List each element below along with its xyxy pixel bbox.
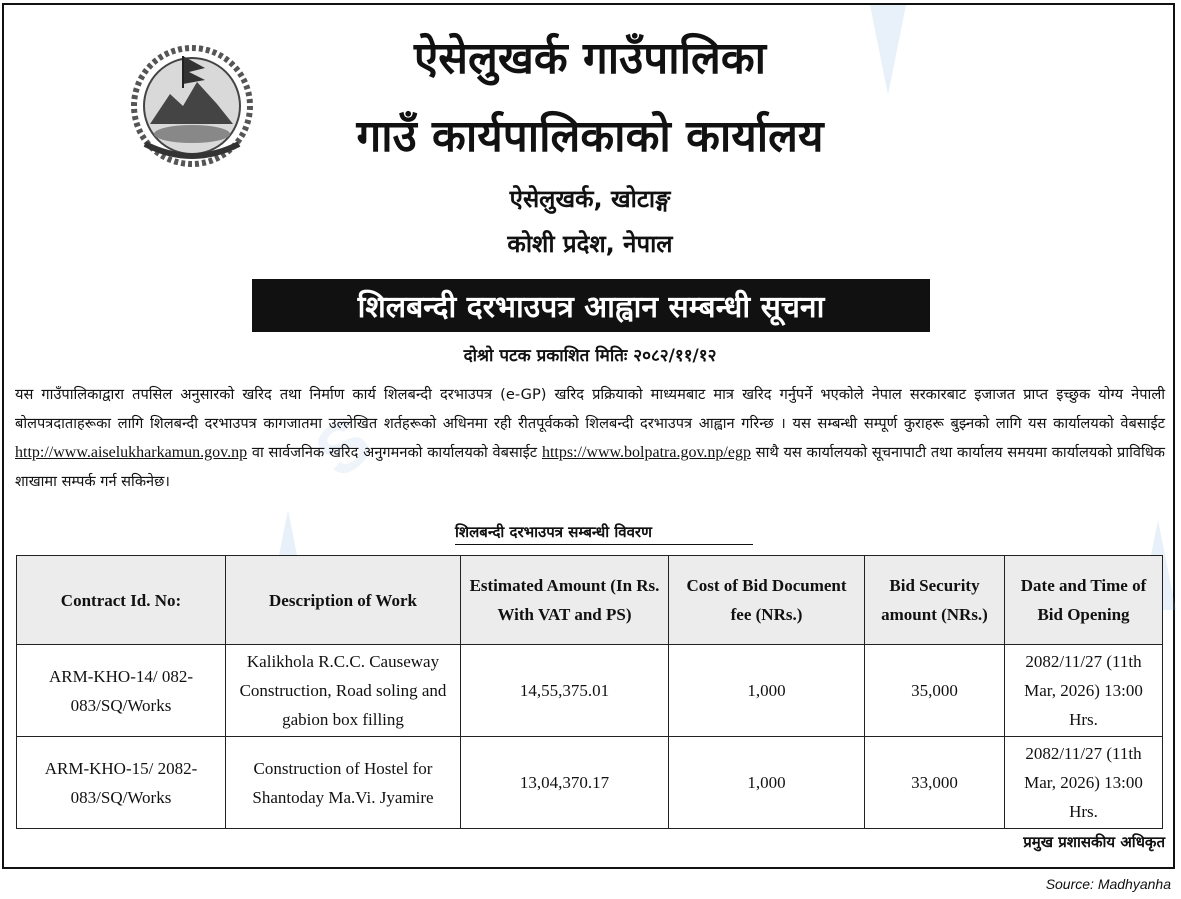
address-line: ऐसेलुखर्क, खोटाङ्ग <box>509 185 671 213</box>
body-part-2: वा सार्वजनिक खरिद अनुगमनको कार्यालयको वेबसाईट <box>251 444 538 461</box>
cell-description: Construction of Hostel for Shantoday Ma.Vi. Jyamire <box>226 737 461 829</box>
municipality-name: ऐसेलुखर्क गाउँपालिका <box>413 33 767 84</box>
body-part-3: साथै यस कार्यालयको सूचनापाटी तथा कार्यालय समयमा कार्यालयको प्राविधिक शाखामा सम्पर्क गर्न सकिनेछ। <box>15 444 1166 490</box>
office-name: गाउँ कार्यपालिकाको कार्यालय <box>356 111 824 162</box>
header-estimated-amount: Estimated Amount (In Rs. With VAT and PS) <box>461 556 669 645</box>
table-header-row <box>17 556 1163 645</box>
notice-title-banner <box>252 279 930 332</box>
cell-estimated-amount: 14,55,375.01 <box>461 645 669 737</box>
notice-body <box>15 380 1165 496</box>
header-description: Description of Work <box>226 556 461 645</box>
publish-date: दोश्रो पटक प्रकाशित मितिः २०८२/११/१२ <box>463 346 717 366</box>
signature: प्रमुख प्रशासकीय अधिकृत <box>1023 833 1165 851</box>
table-row <box>17 645 1163 737</box>
cell-description: Kalikhola R.C.C. Causeway Construction, Road soling and gabion box filling <box>226 645 461 737</box>
header-bid-document-fee: Cost of Bid Document fee (NRs.) <box>669 556 865 645</box>
cell-estimated-amount: 13,04,370.17 <box>461 737 669 829</box>
cell-bid-opening: 2082/11/27 (11th Mar, 2026) 13:00 Hrs. <box>1005 645 1163 737</box>
source-credit: Source: Madhyanha <box>1045 876 1171 892</box>
cell-bid-document-fee: 1,000 <box>669 737 865 829</box>
bolpatra-website-link[interactable]: https://www.bolpatra.gov.np/egp <box>541 444 751 461</box>
cell-contract-id: ARM-KHO-15/ 2082-083/SQ/Works <box>17 737 226 829</box>
bid-table <box>16 555 1163 829</box>
header-contract-id: Contract Id. No: <box>17 556 226 645</box>
header-bid-security: Bid Security amount (NRs.) <box>865 556 1005 645</box>
cell-contract-id: ARM-KHO-14/ 082-083/SQ/Works <box>17 645 226 737</box>
body-part-1: यस गाउँपालिकाद्वारा तपसिल अनुसारको खरिद तथा निर्माण कार्य शिलबन्दी दरभाउपत्र (e-GP) खरिद प्रक्रियाको माध्यमबाट मात्र खरिद गर्नुपर्ने भएकोले नेपाल सरकारबाट इजाजत प्राप्त इच्छुक योग्य नेपाली बोलपत्रदाताहरूका लागि शिलबन्दी दरभाउपत्र कागजातमा उल्लेखित शर्तहरूको अधिनमा रही रीतपूर्वकको शिलबन्दी दरभाउपत्र आह्वान गरिन्छ । यस सम्बन्धी सम्पूर्ण कुराहरू बुझ्नको लागि यस कार्यालयको वेबसाईट <box>15 386 1165 432</box>
notice-title: शिलबन्दी दरभाउपत्र आह्वान सम्बन्धी सूचना <box>357 290 825 325</box>
cell-bid-security: 33,000 <box>865 737 1005 829</box>
cell-bid-security: 35,000 <box>865 645 1005 737</box>
province-line: कोशी प्रदेश, नेपाल <box>507 230 673 258</box>
cell-bid-opening: 2082/11/27 (11th Mar, 2026) 13:00 Hrs. <box>1005 737 1163 829</box>
municipality-website-link[interactable]: http://www.aiselukharkamun.gov.np <box>15 444 248 461</box>
header-bid-opening: Date and Time of Bid Opening <box>1005 556 1163 645</box>
table-heading: शिलबन्दी दरभाउपत्र सम्बन्धी विवरण <box>455 522 753 545</box>
watermark: S <box>300 402 386 493</box>
cell-bid-document-fee: 1,000 <box>669 645 865 737</box>
nepal-government-emblem-icon <box>125 44 259 168</box>
table-row <box>17 737 1163 829</box>
